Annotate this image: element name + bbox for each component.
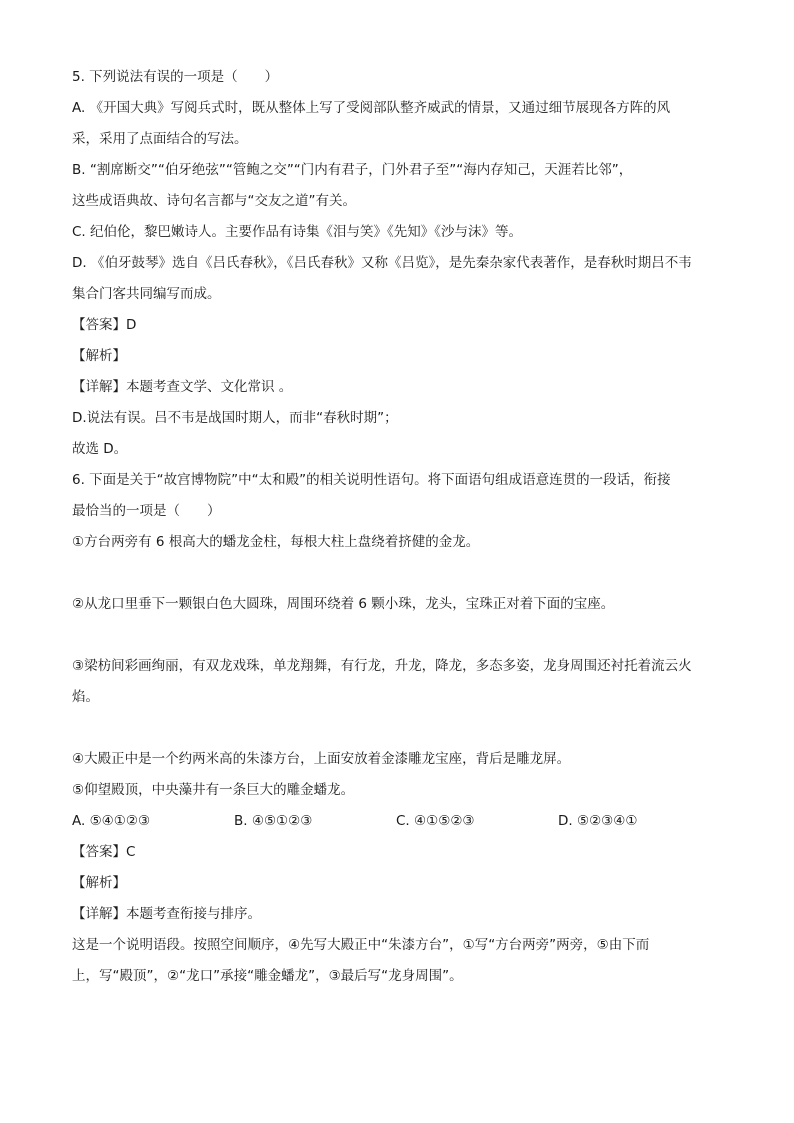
q5-analysis-heading: 【解析】 <box>72 348 126 364</box>
q6-option-c: C. ④①⑤②③ <box>396 813 475 829</box>
q6-sentence-1: ①方台两旁有 6 根高大的蟠龙金柱，每根大柱上盘绕着挤健的金龙。 <box>72 534 480 550</box>
q5-option-a-line-2: 采，采用了点面结合的写法。 <box>72 131 248 147</box>
question-6-stem-line-2: 最恰当的一项是（ ） <box>72 503 221 519</box>
q6-option-d: D. ⑤②③④① <box>558 813 638 829</box>
q5-answer: 【答案】D <box>72 317 137 333</box>
q6-explanation-line-1: 这是一个说明语段。按照空间顺序，④先写大殿正中“朱漆方台”，①写“方台两旁”两旁，⑤由下而 <box>72 937 650 953</box>
q6-sentence-2: ②从龙口里垂下一颗银白色大圆珠，周围环绕着 6 颗小珠，龙头，宝珠正对着下面的宝座。 <box>72 596 615 612</box>
question-5-stem: 5. 下列说法有误的一项是（ ） <box>72 69 279 85</box>
q5-option-b-line-1: B. “割席断交”“伯牙绝弦”“管鲍之交”“门内有君子，门外君子至”“海内存知己，天涯若比邻”， <box>72 162 633 178</box>
q5-detail: 【详解】本题考查文学、文化常识 。 <box>72 379 293 395</box>
q5-option-b-line-2: 这些成语典故、诗句名言都与“交友之道”有关。 <box>72 193 356 209</box>
q6-sentence-3-line-1: ③梁枋间彩画绚丽，有双龙戏珠，单龙翔舞，有行龙，升龙，降龙，多态多姿，龙身周围还衬托着流云火 <box>72 658 692 674</box>
q6-explanation-line-2: 上，写“殿顶”，②“龙口”承接“雕金蟠龙”，③最后写“龙身周围”。 <box>72 968 463 984</box>
q5-option-a-line-1: A. 《开国大典》写阅兵式时，既从整体上写了受阅部队整齐威武的情景，又通过细节展现各方阵的风 <box>72 100 671 116</box>
q6-analysis-heading: 【解析】 <box>72 875 126 891</box>
q5-option-d-line-2: 集合门客共同编写而成。 <box>72 286 221 302</box>
spacer <box>72 558 722 589</box>
spacer <box>72 620 722 651</box>
q6-detail: 【详解】本题考查衔接与排序。 <box>72 906 261 922</box>
q5-explanation-line-2: 故选 D。 <box>72 441 128 457</box>
document-page <box>72 62 722 992</box>
q6-option-b: B. ④⑤①②③ <box>234 813 313 829</box>
q6-sentence-5: ⑤仰望殿顶，中央藻井有一条巨大的雕金蟠龙。 <box>72 782 355 798</box>
question-6-stem-line-1: 6. 下面是关于“故宫博物院”中“太和殿”的相关说明性语句。将下面语句组成语意连贯的一段话，衔接 <box>72 472 671 488</box>
spacer <box>72 713 722 744</box>
q6-sentence-3-line-2: 焰。 <box>72 689 99 705</box>
q6-option-a: A. ⑤④①②③ <box>72 813 151 829</box>
q5-option-d-line-1: D. 《伯牙鼓琴》选自《吕氏春秋》，《吕氏春秋》又称《吕览》，是先秦杂家代表著作，是春秋时期吕不韦 <box>72 255 692 271</box>
q5-option-c: C. 纪伯伦，黎巴嫩诗人。主要作品有诗集《泪与笑》《先知》《沙与沫》等。 <box>72 224 523 240</box>
q6-sentence-4: ④大殿正中是一个约两米高的朱漆方台，上面安放着金漆雕龙宝座，背后是雕龙屏。 <box>72 751 571 767</box>
q6-options-row <box>72 806 722 837</box>
q6-answer: 【答案】C <box>72 844 136 860</box>
q5-explanation-line-1: D.说法有误。吕不韦是战国时期人，而非“春秋时期”； <box>72 410 398 426</box>
